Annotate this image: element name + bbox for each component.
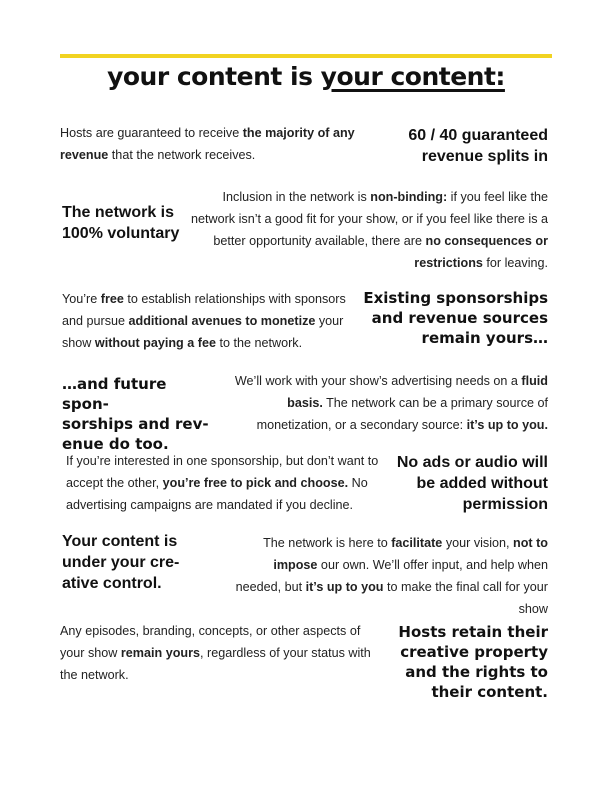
section-7-body (60, 620, 385, 686)
heading-line: and the rights to (405, 663, 548, 681)
title-part-2-underlined: your content: (320, 62, 505, 91)
body-text-run: No advertising campaigns are mandated if you decline. (66, 476, 368, 512)
emphasis-text: fluid basis. (287, 374, 548, 410)
section-3-body (62, 288, 362, 354)
body-text-run: for leaving. (482, 256, 548, 270)
body-text-run: If you’re interested in one sponsorship, but don’t want to accept the other, (66, 454, 379, 490)
body-text-run: to establish relationships with sponsors and pursue (62, 292, 346, 328)
emphasis-text: without paying a fee (94, 336, 216, 350)
body-text-run: You’re (62, 292, 101, 306)
heading-line: No ads or audio will (396, 454, 548, 471)
heading-line: …and future spon- (62, 375, 167, 413)
section-1-heading (380, 125, 548, 167)
section-3-heading (362, 288, 548, 348)
page-title (0, 62, 612, 91)
body-text-run: We’ll work with your show’s advertising needs on a (234, 374, 522, 388)
emphasis-text: free (100, 292, 124, 306)
body-text-run: , regardless of your status with the network. (60, 646, 371, 682)
heading-line: permission (462, 496, 548, 513)
emphasis-text: the majority of any revenue (60, 126, 355, 162)
emphasis-text: it’s up to you (305, 580, 384, 594)
heading-line: sorships and rev- (62, 415, 209, 433)
title-part-1: your content is (107, 62, 321, 91)
heading-line: 60 / 40 guaranteed (408, 127, 548, 144)
emphasis-text: additional avenues to monetize (128, 314, 316, 328)
heading-line: Hosts retain their (398, 623, 548, 641)
section-6-heading (62, 531, 192, 594)
body-text-run: Hosts are guaranteed to receive (60, 126, 243, 140)
section-4-heading (62, 374, 212, 454)
heading-line: their content. (431, 683, 548, 701)
heading-line: revenue splits in (421, 148, 548, 165)
section-5-heading (390, 452, 548, 515)
heading-line: enue do too. (62, 435, 169, 453)
emphasis-text: you’re free to pick and choose. (162, 476, 349, 490)
section-6-body (226, 532, 548, 620)
heading-line: creative property (400, 643, 548, 661)
heading-line: and revenue sources (371, 309, 548, 327)
body-text-run: to the network. (215, 336, 303, 350)
heading-line: Your content is (62, 533, 178, 550)
body-text-run: Any episodes, branding, concepts, or other aspects of your show (60, 624, 361, 660)
emphasis-text: remain yours (120, 646, 200, 660)
emphasis-text: not to impose (273, 536, 548, 572)
section-1-body (60, 122, 370, 166)
body-text-run: your show (62, 314, 344, 350)
section-5-body (66, 450, 388, 516)
body-text-run: to make the final call for your show (383, 580, 548, 616)
body-text-run: your vision, (442, 536, 514, 550)
body-text-run: The network is here to (263, 536, 392, 550)
heading-line: 100% voluntary (62, 225, 180, 242)
accent-rule (60, 54, 552, 58)
body-text-run: if you feel like the network isn’t a good fit for your show, or if you feel like there is a better opportunity available, there are (191, 190, 548, 248)
section-2-body (190, 186, 548, 274)
emphasis-text: no consequences or restrictions (414, 234, 548, 270)
emphasis-text: non-binding: (370, 190, 448, 204)
section-7-heading (388, 622, 548, 702)
heading-line: Existing sponsorships (363, 289, 548, 307)
body-text-run: our own. We’ll offer input, and help when needed, but (235, 558, 548, 594)
heading-line: under your cre- (62, 554, 180, 571)
heading-line: remain yours… (421, 329, 548, 347)
section-4-body (220, 370, 548, 436)
body-text-run: The network can be a primary source of monetization, or a secondary source: (256, 396, 548, 432)
body-text-run: Inclusion in the network is (222, 190, 371, 204)
section-2-heading (62, 202, 192, 244)
heading-line: ative control. (62, 575, 162, 592)
emphasis-text: it’s up to you. (466, 418, 548, 432)
emphasis-text: facilitate (391, 536, 443, 550)
heading-line: The network is (62, 204, 175, 221)
body-text-run: that the network receives. (108, 148, 256, 162)
heading-line: be added without (416, 475, 548, 492)
